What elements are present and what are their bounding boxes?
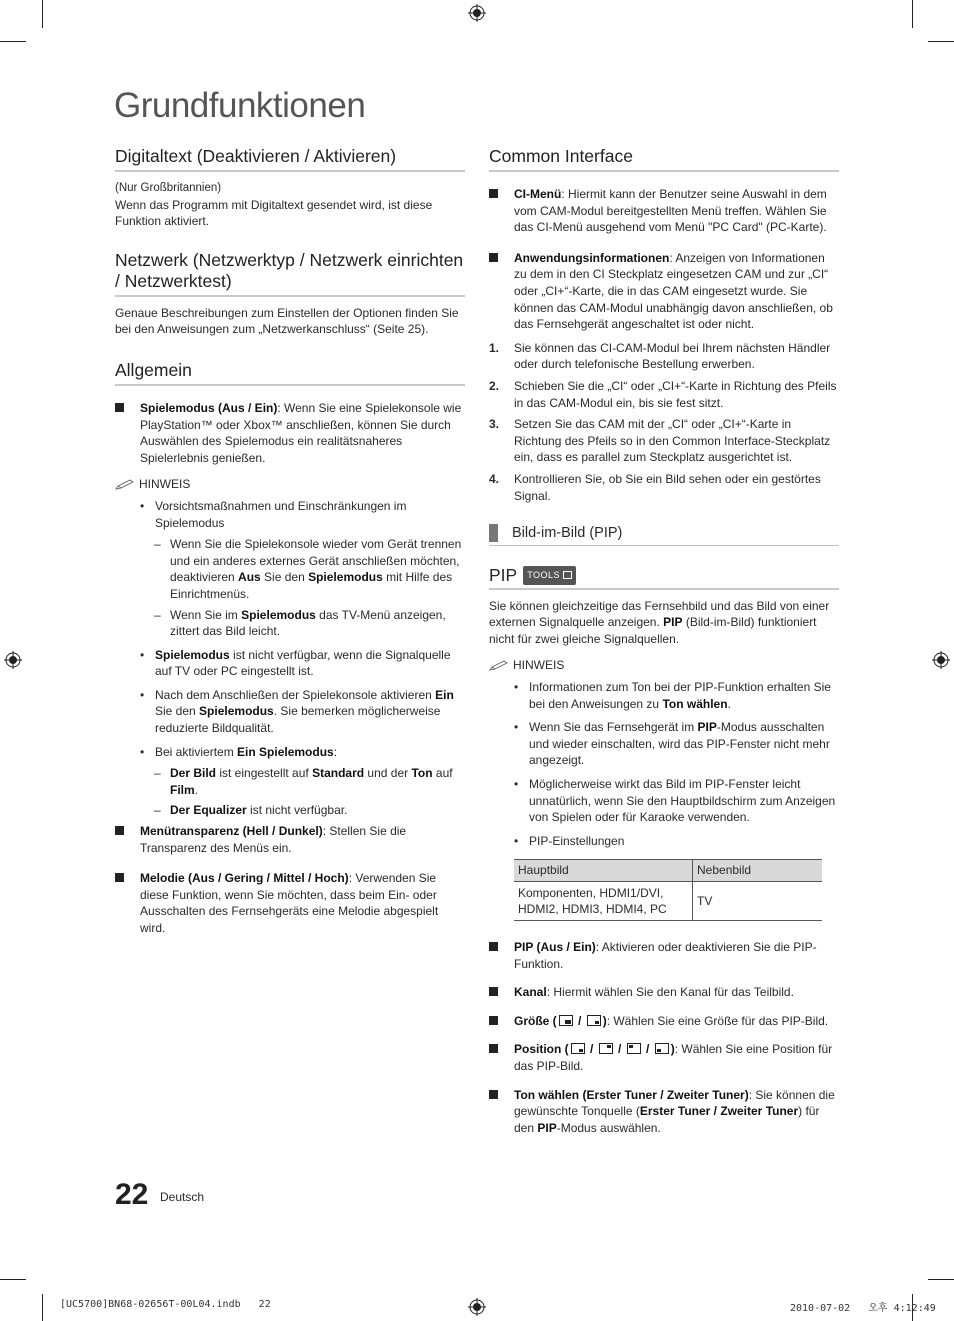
registration-mark-icon xyxy=(468,4,486,22)
item-label: Position ( xyxy=(514,1042,569,1057)
step-text: Kontrollieren Sie, ob Sie ein Bild sehen oder ein gestörtes Signal. xyxy=(514,471,821,503)
text: Informationen zum Ton bei der PIP-Funktion erhalten Sie bei den Anweisungen zu xyxy=(529,680,831,711)
text: PIP-Einstellungen xyxy=(529,833,625,848)
column-header: Nebenbild xyxy=(693,860,823,882)
text: auf xyxy=(432,766,453,781)
item-text: : Stellen Sie die Transparenz des Menüs ein. xyxy=(140,824,407,855)
item-text: : Hiermit wählen Sie den Kanal für das Teilbild. xyxy=(546,985,794,1000)
square-bullet-icon xyxy=(489,189,498,198)
digitaltext-description: Wenn das Programm mit Digitaltext gesendet wird, ist diese Funktion aktiviert. xyxy=(115,197,433,229)
pencil-note-icon xyxy=(115,479,135,491)
square-bullet-icon xyxy=(115,826,124,835)
text: : Sie können die gewünschte Tonquelle ( xyxy=(514,1087,835,1119)
tools-icon xyxy=(563,571,572,579)
text: PIP xyxy=(663,615,683,630)
menuetransparenz-item xyxy=(115,823,465,856)
text: Film xyxy=(170,782,195,797)
text: PIP xyxy=(537,1120,557,1135)
text: ) für den xyxy=(514,1104,820,1135)
text: mit Hilfe des Einrichtmenüs. xyxy=(170,570,453,601)
step-number: 4. xyxy=(489,471,500,486)
item-text: : Anzeigen von Informationen zu dem in den CI Steckplatz eingesetzen CAM und zur „CI“ oder „CI+“-Karte, die in das CAM eingesetzt wurde. Sie können das CAM-Modul unabhängig davon anschließen, ob das Fernsehgerät angeschaltet ist oder nicht. xyxy=(514,250,833,332)
text: / xyxy=(642,1042,653,1057)
anwendungsinformationen-item xyxy=(489,250,839,333)
square-bullet-icon xyxy=(115,403,124,412)
item-label: Spielemodus (Aus / Ein) xyxy=(140,400,278,415)
text: Spielemodus xyxy=(308,570,383,585)
text: Wenn Sie die Spielekonsole wieder vom Gerät trennen und ein anderes externes Gerät anschließen möchten, deaktivieren xyxy=(170,537,462,585)
numbered-step xyxy=(489,340,839,373)
text: / xyxy=(614,1042,625,1057)
item-label: Anwendungsinformationen xyxy=(514,250,670,265)
list-item: • Möglicherweise wirkt das Bild im PIP-Fenster leicht unnatürlich, wenn Sie den Hauptbildschirm zum Anzeigen von Spielen oder für Karaoke verwenden. xyxy=(514,777,836,825)
registration-mark-icon xyxy=(932,651,950,669)
text: PIP xyxy=(697,720,717,735)
item-label: Menütransparenz (Hell / Dunkel) xyxy=(140,824,323,839)
spielemodus-item xyxy=(115,400,465,466)
table-row xyxy=(514,882,822,921)
text: das TV-Menü anzeigen, zittert das Bild leicht. xyxy=(170,607,446,639)
text: / xyxy=(586,1042,597,1057)
list-item: • Spielemodus ist nicht verfügbar, wenn die Signalquelle auf TV oder PC eingestellt ist. xyxy=(140,647,451,679)
step-number: 2. xyxy=(489,378,500,393)
pip-settings-table xyxy=(514,859,822,921)
item-text: : Wählen Sie eine Größe für das PIP-Bild. xyxy=(606,1013,829,1028)
step-text: Sie können das CI-CAM-Modul bei Ihrem nächsten Händler oder durch telefonische Bestellung erwerben. xyxy=(514,340,831,372)
subsection-title: Bild-im-Bild (PIP) xyxy=(512,524,623,541)
registration-mark-icon xyxy=(468,1298,486,1316)
page-title: Grundfunktionen xyxy=(114,86,366,125)
text: / xyxy=(574,1013,585,1028)
groesse-item xyxy=(489,1013,839,1030)
text: -Modus ausschalten und wieder einschalten, wird das PIP-Fenster nicht mehr angezeigt. xyxy=(529,720,830,768)
text: Wenn Sie das Fernsehgerät im xyxy=(529,720,698,735)
table-cell: TV xyxy=(693,882,823,921)
text: HDMI2, HDMI3, HDMI4, PC xyxy=(518,902,667,916)
hinweis-label: HINWEIS xyxy=(513,658,565,673)
kanal-item xyxy=(489,984,839,1001)
section-title-allgemein: Allgemein xyxy=(115,360,465,386)
list-item: • PIP-Einstellungen xyxy=(514,833,625,848)
table-header-row xyxy=(514,860,822,882)
melodie-item xyxy=(115,870,465,936)
tools-badge xyxy=(523,566,576,585)
list-item: • Informationen zum Ton bei der PIP-Funktion erhalten Sie bei den Anweisungen zu Ton wählen. xyxy=(514,680,831,711)
list-item: – Der Bild ist eingestellt auf Standard und der Ton auf Film. xyxy=(154,766,453,797)
text: Ton wählen xyxy=(662,696,728,711)
position-top-left-icon xyxy=(627,1043,641,1054)
ci-menu-item xyxy=(489,186,839,236)
text: Komponenten, HDMI1/DVI, xyxy=(518,886,664,900)
item-label: Melodie (Aus / Gering / Mittel / Hoch) xyxy=(140,871,349,886)
text: ) xyxy=(670,1042,675,1057)
text: Bei aktiviertem xyxy=(155,744,238,759)
square-bullet-icon xyxy=(489,1016,498,1025)
square-bullet-icon xyxy=(489,1090,498,1099)
item-text: : Verwenden Sie diese Funktion, wenn Sie möchten, dass beim Ein- oder Ausschalten des Fernsehgeräts eine Melodie abgespielt wird. xyxy=(140,871,439,935)
position-item xyxy=(489,1041,839,1074)
item-text: : Wenn Sie eine Spielekonsole wie PlayStation™ oder Xbox™ anschließen, können Sie durch Auswählen des Spielemodus ein realitätsnaheres Spielerlebnis genießen. xyxy=(140,400,462,465)
text: Standard xyxy=(312,766,365,781)
item-text: : Hiermit kann der Benutzer seine Auswahl in dem vom CAM-Modul bereitgestellten Menü treffen. Wählen Sie das CI-Menü ausgehend vom Menü "PC Card" (PC-Karte). xyxy=(514,187,827,235)
text: -Modus auswählen. xyxy=(556,1120,661,1135)
text: : xyxy=(333,744,338,759)
text: Sie können gleichzeitige das Fernsehbild und das Bild von einer externen Signalquelle anzeigen. xyxy=(489,598,830,630)
text: . xyxy=(727,696,731,711)
text: Aus xyxy=(238,570,261,585)
list-item: – Der Equalizer ist nicht verfügbar. xyxy=(154,803,348,818)
numbered-step xyxy=(489,471,839,504)
print-slug-file: [UC5700]BN68-02656T-00L04.indb 22 xyxy=(60,1299,271,1310)
step-text: Schieben Sie die „CI“ oder „CI+“-Karte in Richtung des Pfeils in das CAM-Modul ein, bis sie fest sitzt. xyxy=(514,378,837,410)
text: Sie den xyxy=(155,704,200,719)
print-slug-date: 2010-07-02 오후 4:12:49 xyxy=(790,1303,936,1314)
numbered-step xyxy=(489,378,839,411)
pencil-note-icon xyxy=(489,660,509,672)
item-text: : Aktivieren oder deaktivieren Sie die PIP-Funktion. xyxy=(514,940,817,971)
text: Erster Tuner / Zweiter Tuner xyxy=(639,1104,799,1119)
step-text: Setzen Sie das CAM mit der „CI“ oder „CI+“-Karte in Richtung des Pfeils so in den Common Interface-Steckplatz ein, dass es parallel zum Steckplatz ausgerichtet ist. xyxy=(514,417,831,465)
section-title-digitaltext: Digitaltext (Deaktivieren / Aktivieren) xyxy=(115,146,465,172)
section-title-pip xyxy=(489,566,839,590)
item-label: Kanal xyxy=(514,985,547,1000)
text: Spielemodus xyxy=(155,647,230,662)
text: Nach dem Anschließen der Spielekonsole aktivieren xyxy=(155,687,436,702)
section-title-common-interface: Common Interface xyxy=(489,146,839,172)
text: (Bild-im-Bild) funktioniert nicht für zwei gleiche Signalquellen. xyxy=(489,615,817,646)
registration-mark-icon xyxy=(4,651,22,669)
list-item: • Nach dem Anschließen der Spielekonsole aktivieren Ein Sie den Spielemodus. Sie bemerken möglicherweise reduzierte Bildqualität. xyxy=(140,687,454,736)
position-top-right-icon xyxy=(599,1043,613,1054)
item-label: Größe ( xyxy=(514,1013,557,1028)
hinweis-heading xyxy=(115,476,465,493)
item-label: Ton wählen (Erster Tuner / Zweiter Tuner) xyxy=(514,1087,749,1102)
right-column xyxy=(489,146,839,1143)
tools-label: TOOLS xyxy=(527,570,561,581)
step-number: 3. xyxy=(489,417,500,432)
square-bullet-icon xyxy=(115,873,124,882)
list-item: • Vorsichtsmaßnahmen und Einschränkungen im Spielemodus xyxy=(140,498,407,530)
section-title-bild-im-bild xyxy=(489,524,839,546)
page-number: 22 xyxy=(115,1178,149,1211)
item-text: : Wählen Sie eine Position für das PIP-Bild. xyxy=(514,1042,833,1073)
section-title-netzwerk: Netzwerk (Netzwerktyp / Netzwerk einrichten / Netzwerktest) xyxy=(115,250,465,297)
item-label: PIP (Aus / Ein) xyxy=(514,940,596,954)
numbered-step xyxy=(489,416,839,466)
square-bullet-icon xyxy=(489,987,498,996)
position-bottom-left-icon xyxy=(655,1043,669,1054)
size-large-icon xyxy=(559,1015,573,1026)
text: ist nicht verfügbar. xyxy=(246,803,348,818)
step-number: 1. xyxy=(489,340,500,355)
pip-intro xyxy=(489,598,839,648)
list-item: • Wenn Sie das Fernsehgerät im PIP-Modus ausschalten und wieder einschalten, wird das PIP-Fenster nicht mehr angezeigt. xyxy=(514,720,830,768)
text: . Sie bemerken möglicherweise reduzierte Bildqualität. xyxy=(155,704,441,736)
text: Wenn Sie im xyxy=(170,607,242,622)
list-item: – Wenn Sie im Spielemodus das TV-Menü anzeigen, zittert das Bild leicht. xyxy=(154,607,446,639)
list-item-text: Vorsichtsmaßnahmen und Einschränkungen im Spielemodus xyxy=(155,498,407,530)
text: Ein Spielemodus xyxy=(237,744,334,759)
text: und der xyxy=(364,766,412,781)
hinweis-heading xyxy=(489,657,839,674)
netzwerk-description: Genaue Beschreibungen zum Einstellen der Optionen finden Sie bei den Anweisungen zum „Netzwerkanschluss“ (Seite 25). xyxy=(115,305,459,337)
item-label: CI-Menü xyxy=(514,187,562,201)
square-bullet-icon xyxy=(489,1044,498,1053)
language-label: Deutsch xyxy=(160,1190,205,1204)
pip-on-off-item xyxy=(489,939,839,972)
square-bullet-icon xyxy=(489,253,498,262)
text: Spielemodus xyxy=(199,704,274,719)
table-cell xyxy=(514,882,693,921)
text: Spielemodus xyxy=(241,607,316,622)
text: . xyxy=(194,782,199,797)
list-item: – Wenn Sie die Spielekonsole wieder vom Gerät trennen und ein anderes externes Gerät anschließen möchten, deaktivieren Aus Sie den Spielemodus mit Hilfe des Einrichtmenüs. xyxy=(154,537,462,601)
size-small-icon xyxy=(587,1015,601,1026)
text: Ton xyxy=(411,766,433,781)
position-bottom-right-icon xyxy=(571,1043,585,1054)
list-item: • Bei aktiviertem Ein Spielemodus: xyxy=(140,744,338,759)
square-bullet-icon xyxy=(489,942,498,951)
text: Möglicherweise wirkt das Bild im PIP-Fenster leicht unnatürlich, wenn Sie den Hauptbildschirm zum Anzeigen von Spielen oder für Karaoke verwenden. xyxy=(529,777,836,825)
text: ist nicht verfügbar, wenn die Signalquelle auf TV oder PC eingestellt ist. xyxy=(155,647,451,679)
text: Ein xyxy=(435,687,454,702)
left-column xyxy=(115,146,465,944)
column-header: Hauptbild xyxy=(514,860,693,882)
pip-title: PIP xyxy=(489,565,518,586)
region-note: (Nur Großbritannien) xyxy=(115,182,222,194)
hinweis-label: HINWEIS xyxy=(139,477,191,492)
ton-waehlen-item xyxy=(489,1087,839,1137)
text: Sie den xyxy=(260,570,309,585)
text: ist eingestellt auf xyxy=(216,766,313,781)
text: Der Bild xyxy=(170,766,217,781)
text: Der Equalizer xyxy=(170,803,247,818)
text: ) xyxy=(602,1013,607,1028)
section-bar-icon xyxy=(489,524,498,542)
